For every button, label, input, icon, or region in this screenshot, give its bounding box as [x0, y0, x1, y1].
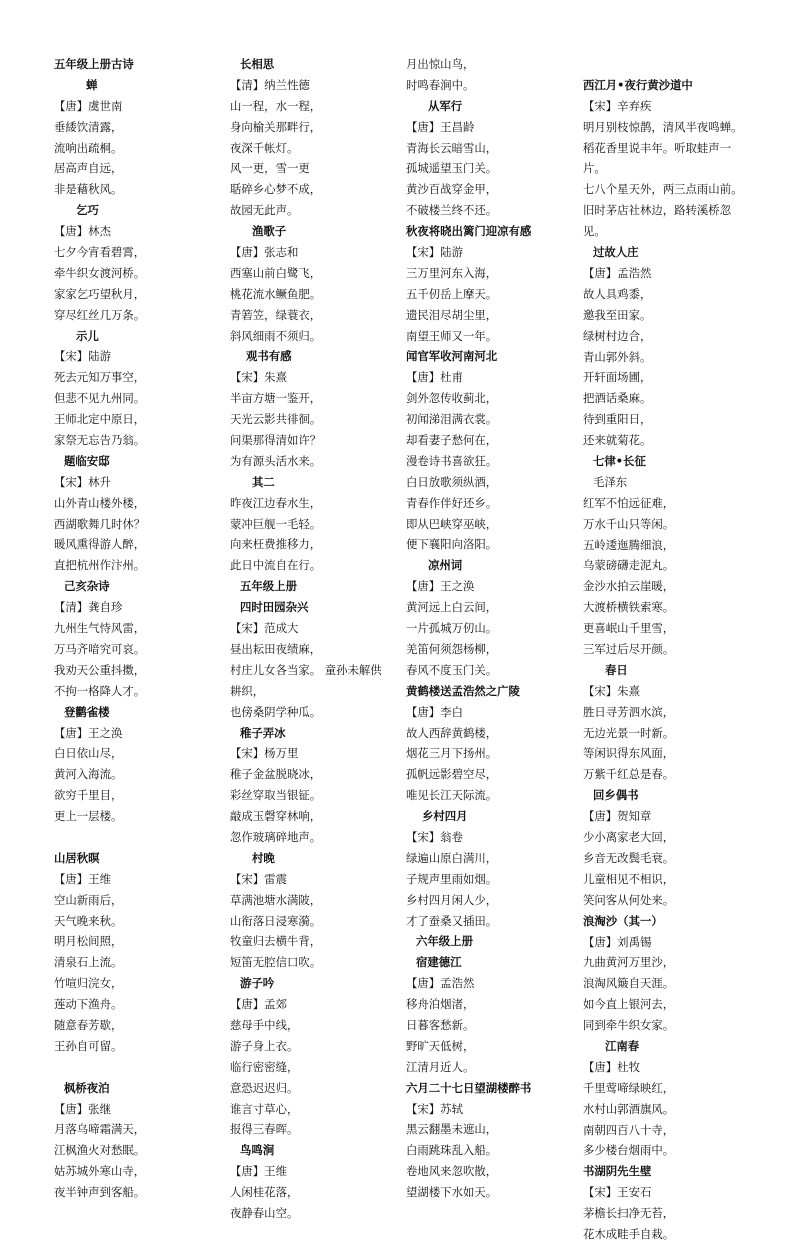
poem-line: 【唐】王昌龄	[406, 119, 475, 134]
poem-line: 开轩面场圃，	[583, 370, 652, 385]
poem-line: 【唐】李白	[406, 704, 463, 719]
poem-line: 意恐迟迟归。	[230, 1080, 299, 1095]
poem-line: 唯见长江天际流。	[406, 788, 498, 803]
poem-line: 孤帆远影碧空尽，	[406, 767, 498, 782]
poem-title: 蝉	[86, 77, 98, 92]
poem-line: 耕织，	[230, 683, 265, 698]
poem-line: 向来枉费推移力，	[230, 537, 322, 552]
poem-line: 山衔落日浸寒漪。	[230, 913, 322, 928]
poem-line: 邀我至田家。	[583, 307, 652, 322]
poem-line: 身向榆关那畔行，	[230, 119, 322, 134]
poem-line: 居高声自远，	[54, 161, 123, 176]
poem-line: 【唐】张继	[54, 1101, 111, 1116]
poem-line: 稚子金盆脱晓冰，	[230, 767, 322, 782]
poem-line: 【唐】孟郊	[230, 997, 287, 1012]
poem-line: 大渡桥横铁索寒。	[583, 600, 675, 615]
poem-line: 【唐】孟浩然	[583, 266, 652, 280]
poem-line: 黄河远上白云间，	[406, 600, 498, 615]
poem-line: 【宋】范成大	[230, 621, 299, 636]
poem-line: 家家乞巧望秋月，	[54, 286, 146, 301]
spacer	[54, 1057, 214, 1078]
poem-line: 月出惊山鸟，	[406, 57, 475, 71]
poem-line: 白日依山尽，	[54, 746, 123, 761]
poem-title: 山居秋暝	[54, 850, 100, 865]
poem-line: 【宋】朱熹	[230, 370, 287, 385]
poem-line: 花木成畦手自栽。	[583, 1226, 675, 1241]
poem-line: 流响出疏桐。	[54, 140, 123, 155]
poem-line: 三万里河东入海，	[406, 265, 498, 280]
poem-line: 把酒话桑麻。	[583, 391, 652, 406]
poem-line: 忽作玻璃碎地声。	[230, 829, 322, 844]
poem-line: 【宋】辛弃疾	[583, 98, 652, 113]
poem-line: 烟花三月下扬州。	[406, 746, 498, 761]
poem-line: 【宋】王安石	[583, 1185, 652, 1200]
poem-line: 五岭逶迤腾细浪，	[583, 537, 675, 552]
poem-line: 江枫渔火对愁眠。	[54, 1143, 146, 1158]
poem-line: 绿遍山原白满川，	[406, 850, 498, 865]
poem-line: 短笛无腔信口吹。	[230, 955, 322, 970]
poem-line: 死去元知万事空，	[54, 370, 146, 385]
poem-line: 【唐】孟浩然	[406, 976, 475, 991]
poem-title: 乡村四月	[422, 809, 468, 824]
poem-line: 青春作伴好还乡。	[406, 495, 498, 510]
poem-line: 乌蒙磅礴走泥丸。	[583, 558, 675, 573]
poem-line: 清泉石上流。	[54, 955, 123, 970]
poem-title: 秋夜将晓出篱门迎凉有感	[406, 224, 532, 239]
poem-title: 其二	[252, 474, 275, 489]
poem-line: 遗民泪尽胡尘里，	[406, 307, 498, 322]
poem-line: 月落乌啼霜满天，	[54, 1122, 146, 1137]
poem-title: 五年级上册	[240, 579, 297, 594]
poem-line: 水村山郭酒旗风。	[583, 1101, 675, 1116]
poem-line: 慈母手中线，	[230, 1017, 299, 1032]
poem-line: 天气晚来秋。	[54, 913, 123, 928]
poem-line: 夜静春山空。	[230, 1205, 299, 1220]
poem-title: 凉州词	[428, 558, 463, 573]
poem-line: 暖风熏得游人醉，	[54, 537, 146, 552]
poem-line: 才了蚕桑又插田。	[406, 913, 498, 928]
poem-line: 南朝四百八十寺，	[583, 1122, 675, 1137]
poem-line: 【唐】张志和	[230, 245, 299, 260]
poem-line: 黑云翻墨未遮山，	[406, 1122, 498, 1137]
poem-line: 人闲桂花落，	[230, 1185, 299, 1200]
poem-line: 夜深千帐灯。	[230, 140, 299, 155]
poem-line: 【宋】陆游	[54, 349, 111, 364]
poem-line: 故人具鸡黍，	[583, 286, 652, 301]
poem-title: 稚子弄冰	[240, 725, 286, 740]
poem-line: 九州生气恃风雷，	[54, 621, 146, 636]
spacer	[583, 54, 743, 75]
poem-title: 游子吟	[240, 976, 275, 991]
poem-line: 无边光景一时新。	[583, 725, 675, 740]
poem-line: 白雨跳珠乱入船。	[406, 1143, 498, 1158]
poem-line: 临行密密缝，	[230, 1059, 299, 1074]
poem-line: 【唐】王维	[230, 1164, 287, 1179]
poem-title: 四时田园杂兴	[240, 600, 309, 615]
poem-line: 不破楼兰终不还。	[406, 203, 498, 218]
poem-line: 黄沙百战穿金甲，	[406, 182, 498, 197]
poem-line: 【宋】陆游	[406, 245, 463, 260]
poem-line: 昼出耘田夜绩麻，	[230, 641, 322, 656]
poem-title: 观书有感	[246, 349, 292, 364]
poem-line: 移舟泊烟渚，	[406, 997, 475, 1012]
poem-line: 天光云影共徘徊。	[230, 412, 322, 427]
poem-line: 多少楼台烟雨中。	[583, 1143, 675, 1158]
column-2	[230, 54, 395, 1224]
poem-line: 浪淘风簸自天涯。	[583, 976, 675, 991]
poem-line: 姑苏城外寒山寺，	[54, 1164, 146, 1179]
poem-line: 不拘一格降人才。	[54, 683, 146, 698]
poem-line: 聒碎乡心梦不成，	[230, 182, 322, 197]
poem-line: 五千仞岳上摩天。	[406, 286, 498, 301]
poem-line: 茅檐长扫净无苔，	[583, 1206, 675, 1221]
poem-line: 昨夜江边春水生，	[230, 495, 322, 510]
poem-title: 渔歌子	[252, 224, 287, 239]
poem-line: 【唐】王维	[54, 871, 111, 886]
poem-line: 七夕今宵看碧霄，	[54, 245, 146, 260]
spacer	[54, 827, 214, 848]
poem-line: 等闲识得东风面，	[583, 746, 675, 761]
poem-line: 【唐】林杰	[54, 224, 111, 239]
poem-line: 子规声里雨如烟。	[406, 871, 498, 886]
poem-title: 村晚	[252, 850, 275, 865]
poem-line: 青箬笠，绿蓑衣，	[230, 307, 322, 322]
poem-line: 野旷天低树，	[406, 1038, 475, 1053]
poem-line: 风一更，雪一更	[230, 161, 310, 176]
poem-line: 【唐】王之涣	[54, 725, 123, 740]
poem-title: 从军行	[428, 98, 463, 113]
poem-title: 鸟鸣涧	[240, 1143, 275, 1158]
poem-line: 山一程，水一程，	[230, 98, 322, 113]
poem-line: 毛泽东	[593, 474, 628, 489]
poem-line: 黄河入海流。	[54, 767, 123, 782]
poem-line: 非是藉秋风。	[54, 182, 123, 197]
column-1	[54, 54, 214, 1203]
poem-line: 游子身上衣。	[230, 1038, 299, 1053]
poem-title: 五年级上册古诗	[54, 57, 134, 71]
poem-title: 长相思	[240, 57, 275, 71]
poem-line: 青海长云暗雪山，	[406, 140, 498, 155]
poem-line: 王孙自可留。	[54, 1038, 123, 1053]
poem-line: 南望王师又一年。	[406, 328, 498, 343]
poem-line: 【清】纳兰性德	[230, 77, 310, 92]
poem-line: 斜风细雨不须归。	[230, 328, 322, 343]
poem-line: 万马齐喑究可哀。	[54, 641, 146, 656]
column-3	[406, 54, 571, 1203]
poem-line: 万水千山只等闲。	[583, 516, 675, 531]
poem-line: 【唐】贺知章	[583, 809, 652, 824]
poem-line: 彩丝穿取当银钲。	[230, 788, 322, 803]
poem-line: 【宋】苏轼	[406, 1101, 463, 1116]
poem-title: 七律•长征	[593, 454, 646, 469]
poem-line: 【宋】雷震	[230, 871, 287, 886]
poem-title: 闻官军收河南河北	[406, 349, 498, 364]
poem-line: 但悲不见九州同。	[54, 391, 146, 406]
poem-line: 蒙冲巨舰一毛轻。	[230, 516, 322, 531]
poem-line: 青山郭外斜。	[583, 349, 652, 364]
poem-title: 乞巧	[76, 203, 99, 218]
poem-title: 黄鹤楼送孟浩然之广陵	[406, 683, 520, 698]
poem-title: 宿建德江	[416, 955, 462, 970]
poem-line: 如今直上银河去，	[583, 997, 675, 1012]
poem-line: 报得三春晖。	[230, 1122, 299, 1137]
poem-line: 望湖楼下水如天。	[406, 1185, 498, 1200]
poem-line: 西塞山前白鹭飞，	[230, 265, 322, 280]
poem-line: 【宋】朱熹	[583, 683, 640, 698]
poem-line: 白日放歌须纵酒，	[406, 474, 498, 489]
poem-line: 即从巴峡穿巫峡，	[406, 516, 498, 531]
poem-line: 儿童相见不相识，	[583, 871, 675, 886]
poem-line: 欲穷千里目，	[54, 788, 123, 803]
poem-line: 谁言寸草心，	[230, 1101, 299, 1116]
poem-line: 山外青山楼外楼，	[54, 495, 146, 510]
poem-line: 明月松间照，	[54, 934, 123, 949]
poem-line: 夜半钟声到客船。	[54, 1185, 146, 1200]
poem-line: 【唐】虞世南	[54, 98, 123, 113]
poem-line: 【清】龚自珍	[54, 600, 123, 615]
poem-title: 过故人庄	[593, 245, 639, 260]
poem-line: 问渠那得清如许？	[230, 433, 322, 448]
poem-line: 竹喧归浣女，	[54, 976, 123, 991]
poem-line: 也傍桑阴学种瓜。	[230, 704, 322, 719]
poem-line: 九曲黄河万里沙，	[583, 955, 675, 970]
poem-line: 红军不怕远征难，	[583, 495, 675, 510]
poem-title: 浪淘沙（其一）	[583, 913, 663, 928]
poem-line: 垂緌饮清露，	[54, 119, 123, 134]
poem-title: 枫桥夜泊	[64, 1080, 110, 1095]
poem-line: 江清月近人。	[406, 1059, 475, 1074]
poem-line: 少小离家老大回，	[583, 830, 675, 845]
poem-line: 随意春芳歇，	[54, 1017, 123, 1032]
poem-line: 乡村四月闲人少，	[406, 892, 498, 907]
poem-line: 【宋】翁卷	[406, 829, 463, 844]
poem-line: 春风不度玉门关。	[406, 662, 498, 677]
poem-line: 还来就菊花。	[583, 433, 652, 448]
poem-title: 六月二十七日望湖楼醉书	[406, 1080, 532, 1095]
poem-line: 【唐】刘禹锡	[583, 934, 652, 949]
poem-line: 莲动下渔舟。	[54, 997, 123, 1012]
poem-line: 王师北定中原日，	[54, 412, 146, 427]
poem-title: 西江月•夜行黄沙道中	[583, 77, 693, 92]
poem-title: 春日	[605, 662, 628, 677]
poem-line: 更喜岷山千里雪，	[583, 621, 675, 636]
poem-line: 为有源头活水来。	[230, 453, 322, 468]
poem-line: 乡音无改鬓毛衰。	[583, 850, 675, 865]
poem-title: 书湖阴先生壁	[583, 1164, 652, 1179]
poem-line: 孤城遥望玉门关。	[406, 161, 498, 176]
poem-title: 六年级上册	[416, 934, 473, 949]
poem-line: 千里莺啼绿映红，	[583, 1080, 675, 1095]
poem-title: 江南春	[605, 1038, 640, 1053]
poem-line: 我劝天公重抖擞，	[54, 662, 146, 677]
poem-line: 直把杭州作汴州。	[54, 558, 146, 573]
poem-line: 漫卷诗书喜欲狂。	[406, 453, 498, 468]
poem-line: 羌笛何须怨杨柳，	[406, 641, 498, 656]
poem-prose-line: 七八个星天外，两三点雨山前。旧时茅店社林边，路转溪桥忽见。	[583, 182, 743, 239]
poem-line: 牵牛织女渡河桥。	[54, 265, 146, 280]
poem-line: 【唐】杜甫	[406, 370, 463, 385]
poem-line: 【宋】杨万里	[230, 746, 299, 761]
poem-line: 【唐】杜牧	[583, 1059, 640, 1074]
poem-line: 日暮客愁新。	[406, 1017, 475, 1032]
poem-line: 此日中流自在行。	[230, 558, 322, 573]
poem-line: 桃花流水鳜鱼肥。	[230, 286, 322, 301]
poem-title: 示儿	[76, 328, 99, 343]
poem-line: 空山新雨后，	[54, 892, 123, 907]
poem-line: 故园无此声。	[230, 203, 299, 218]
poem-line: 便下襄阳向洛阳。	[406, 537, 498, 552]
poem-title: 题临安邸	[64, 453, 110, 468]
poem-line: 一片孤城万仞山。	[406, 621, 498, 636]
poem-line: 西湖歌舞几时休？	[54, 516, 146, 531]
poem-line: 家祭无忘告乃翁。	[54, 433, 146, 448]
poem-line: 初闻涕泪满衣裳。	[406, 412, 498, 427]
poem-line: 同到牵牛织女家。	[583, 1018, 675, 1033]
poem-title: 己亥杂诗	[64, 579, 110, 594]
poem-line: 金沙水拍云崖暖，	[583, 579, 675, 594]
poem-line: 却看妻子愁何在，	[406, 433, 498, 448]
column-4	[583, 54, 743, 1245]
poem-line: 【唐】王之涣	[406, 579, 475, 594]
poem-line: 时鸣春涧中。	[406, 77, 475, 92]
poem-line: 敲成玉磬穿林响，	[230, 809, 322, 824]
poem-line: 笑问客从何处来。	[583, 892, 675, 907]
poem-line: 村庄儿女各当家。 童孙未解供	[230, 662, 382, 677]
poem-line: 故人西辞黄鹤楼，	[406, 725, 498, 740]
poem-line: 剑外忽传收蓟北，	[406, 391, 498, 406]
poem-line: 草满池塘水满陂，	[230, 892, 322, 907]
poem-line: 【宋】林升	[54, 474, 111, 489]
poem-line: 穿尽红丝几万条。	[54, 307, 146, 322]
poem-title: 登鹳雀楼	[64, 704, 110, 719]
poem-line: 更上一层楼。	[54, 809, 123, 824]
poem-line: 卷地风来忽吹散，	[406, 1164, 498, 1179]
poem-line: 胜日寻芳泗水滨，	[583, 704, 675, 719]
poem-line: 牧童归去横牛背，	[230, 934, 322, 949]
poem-line: 绿树村边合，	[583, 328, 652, 343]
poem-line: 待到重阳日，	[583, 412, 652, 427]
poem-line: 万紫千红总是春。	[583, 767, 675, 782]
poem-line: 三军过后尽开颜。	[583, 642, 675, 657]
poem-title: 回乡偶书	[593, 788, 639, 803]
poem-line: 半亩方塘一鉴开，	[230, 391, 322, 406]
poem-prose-line: 明月别枝惊鹊，清风半夜鸣蝉。稻花香里说丰年。听取蛙声一片。	[583, 119, 743, 176]
